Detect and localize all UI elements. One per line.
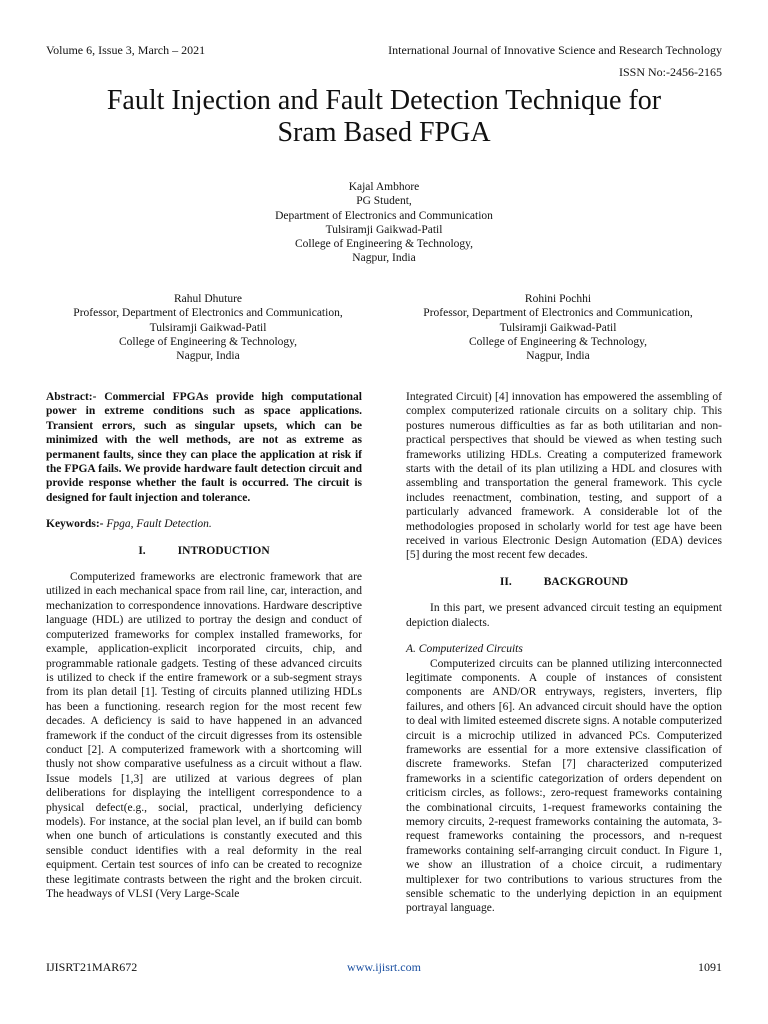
left-column [46, 390, 362, 901]
author-3-role: Professor, Department of Electronics and Communication, [423, 307, 693, 320]
keywords-label: Keywords:- [46, 518, 104, 531]
footer-page-number: 1091 [698, 960, 722, 974]
author-1-role: PG Student, [356, 195, 412, 208]
subsection-a-heading: A. Computerized Circuits [406, 643, 523, 656]
author-2-inst2: College of Engineering & Technology, [118, 335, 298, 348]
title-line-1: Fault Injection and Fault Detection Technique for [106, 85, 662, 116]
section-1-heading [46, 544, 362, 558]
author-2-city: Nagpur, India [176, 350, 240, 363]
author-3-inst2: College of Engineering & Technology, [468, 335, 648, 348]
section-2-heading [406, 575, 722, 589]
footer-code: IJISRT21MAR672 [46, 960, 138, 974]
section-2-number: II. [499, 575, 512, 588]
author-3-name: Rohini Pochhi [524, 293, 592, 305]
author-2-inst1: Tulsiramji Gaikwad-Patil [149, 321, 267, 334]
subsection-a-paragraph: Computerized circuits can be planned utilizing interconnected legitimate components. A couple of instances of consistent components are AND/OR entryways, registers, inverters, flip failures, and others [6]. An advanced circuit should have the option to deal with limited esteemed discrete signs. A notable computerized circuit is a microchip utilized in advanced PCs. Computerized frameworks are essential for a more extensive classification of discrete frameworks. Stefan [7] characterized computerized frameworks in a scientific categorization of orders dependent on criticism circles, as follows:, zero-request frameworks containing the combinational circuits, 1-request frameworks containing the memory circuits, 2-request frameworks containing the automata, 3-request frameworks containing the processors, and n-request frameworks containing self-arranging circuit conduct. In Figure 1, we show an illustration of a choice circuit, a rudimentary multiplexer for two contributions to various structures from the sensible schematic to the underlying depiction in an equipment portrayal language. [406, 657, 722, 915]
section-1-title: INTRODUCTION [177, 544, 270, 557]
section-1-number: I. [138, 544, 146, 557]
section-2-paragraph: In this part, we present advanced circuit testing an equipment depiction dialects. [406, 602, 722, 629]
header-journal: International Journal of Innovative Science and Research Technology [388, 43, 722, 57]
author-3 [396, 292, 720, 363]
header-volume: Volume 6, Issue 3, March – 2021 [46, 43, 206, 57]
author-3-city: Nagpur, India [526, 350, 590, 363]
right-column [406, 390, 722, 916]
section-2-title: BACKGROUND [543, 575, 629, 588]
author-1-name: Kajal Ambhore [348, 181, 420, 193]
author-1-dept: Department of Electronics and Communication [275, 209, 493, 222]
paper-title [40, 85, 728, 149]
author-1-inst1: Tulsiramji Gaikwad-Patil [325, 223, 443, 236]
author-3-inst1: Tulsiramji Gaikwad-Patil [499, 321, 617, 334]
keywords-text: Fpga, Fault Detection. [106, 518, 212, 531]
header-issn: ISSN No:-2456-2165 [618, 65, 722, 79]
author-1-city: Nagpur, India [352, 252, 416, 265]
section-1-paragraph: Computerized frameworks are electronic framework that are utilized in each mechanical space from rail line, car, interaction, and mechanization to correspondence innovations. Hardware descriptive language (HDL) are utilized to portray the design and conduct of computerized frameworks for complex installed frameworks, for example, application-explicit incorporated circuits, chip, and programmable rationale gadgets. Testing of these advanced circuits is utilized to check if the entire framework or a sub-segment strays from its plan detail [1]. Testing of circuits planned utilizing HDLs has been a functioning. research region for the most recent few decades. A deficiency is said to have happened in an advanced framework if the conduct of the circuit digresses from its ostensible conduct [2]. A computerized framework with a shortcoming will thusly not show comparative usefulness as a circuit without a flaw. Issue models [1,3] are utilized at various degrees of plan deliberations for displaying the intelligent correspondence to a physical defect(e.g., social, practical, underlying deficiency models). For instance, at the social plan level, an if build can bomb when one bunch of articulations is constantly executed and this sensible conduct identifies with a real deformity in the real equipment. Certain test sources of info can be created to recognize these legitimate contrasts between the right and the broken circuit. The headways of VLSI (Very Large-Scale [46, 571, 362, 900]
abstract: Abstract:- Commercial FPGAs provide high computational power in extreme conditions such as space applications. Transient errors, such as singular upsets, which can be minimized with the well methods, are not as extreme as permanent faults, since they can place the application at risk if the FPGA fails. We provide hardware fault detection circuit and provide response whether the fault is occurred. The circuit is designed for fault injection and tolerance. [46, 391, 362, 504]
right-paragraph-1: Integrated Circuit) [4] innovation has empowered the assembling of complex computerized rationale circuits on a solitary chip. This postures numerous difficulties as far as both utilitarian and non-practical perspectives that should be viewed as when testing such frameworks utilizing HDLs. Creating a computerized framework starts with the detail of its plan utilizing a HDL and closures with assembling and transportation the general framework. This cycle includes reenactment, combination, testing, and support of a particularly advanced framework. A considerable lot of the methodologies proposed in scholarly world for test age have been received in various Electronic Design Automation (EDA) devices [5] during the most recent few decades. [406, 391, 722, 562]
author-2-name: Rahul Dhuture [173, 293, 243, 305]
author-2-role: Professor, Department of Electronics and Communication, [73, 307, 343, 320]
footer-site-link[interactable]: www.ijisrt.com [347, 960, 421, 974]
title-line-2: Sram Based FPGA [277, 117, 491, 148]
author-1 [184, 180, 584, 266]
author-2 [40, 292, 376, 363]
author-1-inst2: College of Engineering & Technology, [294, 238, 474, 251]
keywords [46, 517, 362, 531]
